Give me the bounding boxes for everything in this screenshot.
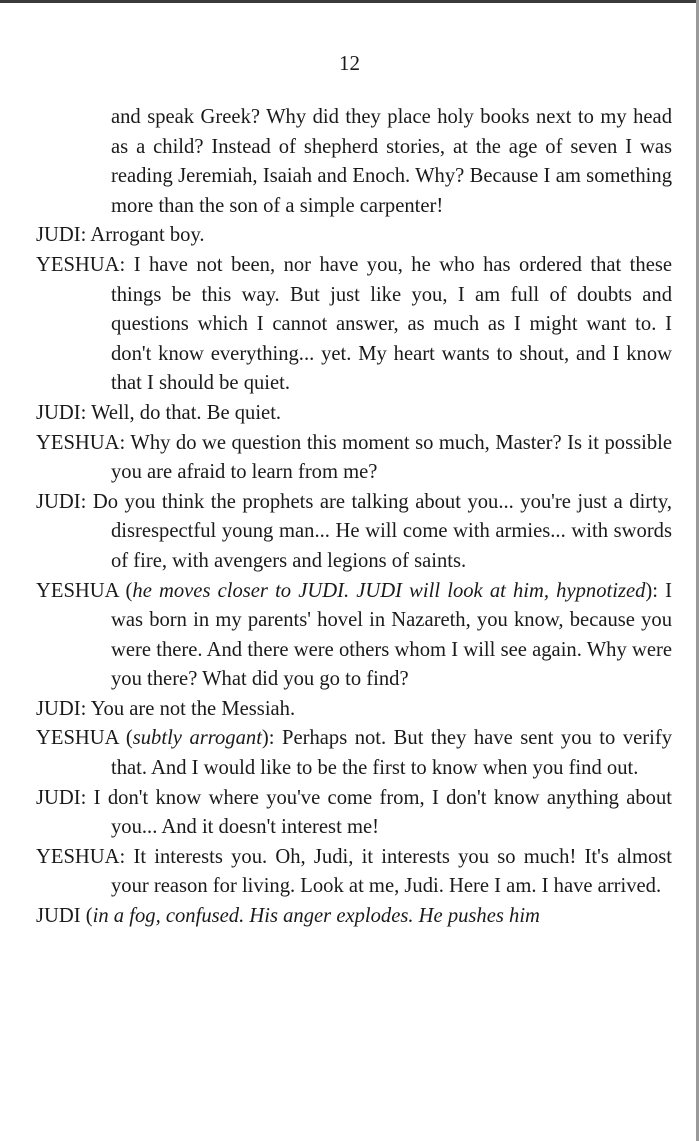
dialogue-text: Do you think the prophets are talking about you... you're just a dirty, disrespectful young man... He will come with armies... with swords of fire, with avengers and legions of saints. <box>92 490 672 572</box>
stage-direction: in a fog, confused. His anger explodes. He pushes him <box>92 905 540 928</box>
dialogue-line <box>36 429 672 488</box>
dialogue-text: and speak Greek? Why did they place holy books next to my head as a child? Instead of shepherd stories, at the age of seven I was reading Jeremiah, Isaiah and Enoch. Why? Because I am something more than the son of a simple carpenter! <box>111 106 672 217</box>
dialogue-line <box>36 221 672 251</box>
scan-top-edge <box>0 0 699 3</box>
dialogue-text: It interests you. Oh, Judi, it interests you so much! It's almost your reason for living. Look at me, Judi. Here I am. I have arrived. <box>111 845 672 898</box>
speaker-name: JUDI: <box>36 786 87 809</box>
dialogue-line <box>36 843 672 902</box>
speaker-name: YESHUA: <box>36 845 126 868</box>
speaker-name: JUDI: <box>36 697 87 720</box>
speaker-name: JUDI: <box>36 401 87 424</box>
dialogue-line: YESHUA (he moves closer to JUDI. JUDI will look at him, hypnotized): I was born in my parents' hovel in Nazareth, you know, because you were there. And there were others whom I will see again. Why were you there? What did you go to find? <box>36 579 672 691</box>
speaker-name: JUDI: <box>36 224 87 247</box>
dialogue-text: : Perhaps not. But they have sent you to verify that. And I would like to be the first to know when you find out. <box>111 727 672 780</box>
dialogue-text: I have not been, nor have you, he who has ordered that these things be this way. But just like you, I am full of doubts and questions which I cannot answer, as much as I might want to. I don't know everything... yet. My heart wants to shout, and I know that I should be quiet. <box>111 253 672 395</box>
dialogue-line <box>36 784 672 843</box>
speaker-name: YESHUA: <box>36 253 126 276</box>
stage-direction: subtly arrogant <box>132 727 262 750</box>
stage-direction: he moves closer to JUDI. JUDI will look at him, hypnotized <box>132 579 646 602</box>
dialogue-text: I don't know where you've come from, I don't know anything about you... And it doesn't interest me! <box>93 786 672 839</box>
script-text <box>36 103 672 932</box>
speaker-name: JUDI: <box>36 490 87 513</box>
dialogue-line: YESHUA (subtly arrogant): Perhaps not. But they have sent you to verify that. And I would like to be the first to know when you find out. <box>36 727 672 780</box>
dialogue-line <box>36 251 672 399</box>
dialogue-text: Why do we question this moment so much, Master? Is it possible you are afraid to learn from me? <box>111 431 672 484</box>
page-number: 12 <box>339 51 360 75</box>
speaker-name: YESHUA: <box>36 431 126 454</box>
dialogue-continuation <box>36 103 672 221</box>
speaker-name: YESHUA <box>36 727 119 750</box>
dialogue-line <box>36 488 672 577</box>
dialogue-line <box>36 399 672 429</box>
dialogue-text: Well, do that. Be quiet. <box>91 401 282 424</box>
dialogue-text: You are not the Messiah. <box>90 697 296 720</box>
dialogue-line <box>36 695 672 725</box>
speaker-name: JUDI <box>36 905 81 928</box>
dialogue-text: Arrogant boy. <box>90 224 205 247</box>
speaker-name: YESHUA <box>36 579 119 602</box>
dialogue-line: JUDI (in a fog, confused. His anger explodes. He pushes him <box>36 905 540 928</box>
dialogue-text: : I was born in my parents' hovel in Nazareth, you know, because you were there. And there were others whom I will see again. Why were you there? What did you go to find? <box>111 579 672 691</box>
